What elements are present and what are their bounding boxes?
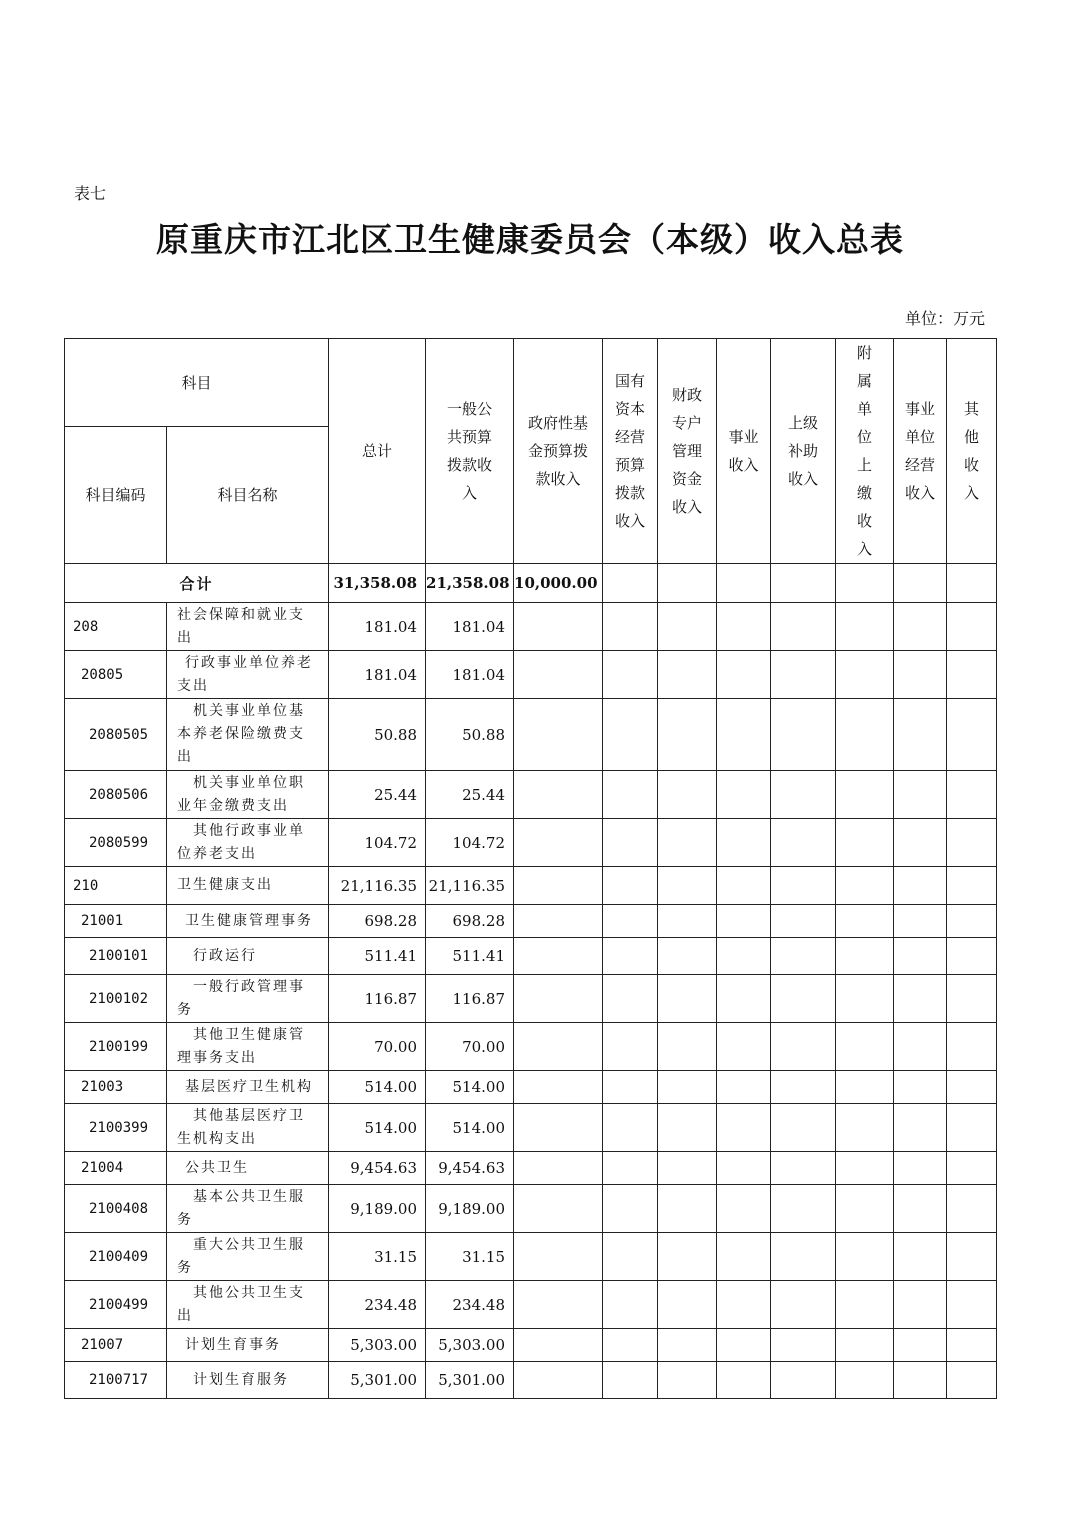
empty-cell [514, 699, 603, 771]
empty-cell [514, 1281, 603, 1329]
empty-cell [947, 975, 997, 1023]
empty-cell [836, 1185, 894, 1233]
subject-name: 行政事业单位养老支出 [167, 651, 329, 699]
empty-cell [771, 1233, 836, 1281]
subject-name: 卫生健康管理事务 [167, 905, 329, 938]
empty-cell [658, 699, 717, 771]
empty-cell [947, 1023, 997, 1071]
subject-name: 机关事业单位职业年金缴费支出 [167, 771, 329, 819]
empty-cell [658, 1071, 717, 1104]
empty-cell [603, 1185, 658, 1233]
empty-cell [836, 975, 894, 1023]
empty-cell [514, 938, 603, 975]
empty-cell [947, 1362, 997, 1399]
subject-code: 21004 [65, 1152, 167, 1185]
empty-cell [514, 1362, 603, 1399]
empty-cell [658, 1152, 717, 1185]
table-row [65, 651, 997, 699]
row-general-budget: 70.00 [426, 1023, 514, 1071]
empty-cell [658, 1281, 717, 1329]
empty-cell [514, 975, 603, 1023]
empty-cell [771, 819, 836, 867]
empty-cell [603, 651, 658, 699]
table-label: 表七 [74, 184, 107, 203]
empty-cell [717, 938, 771, 975]
subject-code: 2100499 [65, 1281, 167, 1329]
empty-cell [836, 651, 894, 699]
empty-cell [836, 867, 894, 905]
empty-cell [658, 867, 717, 905]
empty-cell [771, 1281, 836, 1329]
empty-cell [947, 1233, 997, 1281]
row-total: 70.00 [329, 1023, 426, 1071]
table-row [65, 975, 997, 1023]
subject-code: 2100409 [65, 1233, 167, 1281]
empty-cell [603, 699, 658, 771]
empty-cell [658, 938, 717, 975]
table-row [65, 699, 997, 771]
empty-cell [771, 867, 836, 905]
empty-cell [947, 819, 997, 867]
empty-cell [947, 1185, 997, 1233]
empty-cell [894, 1152, 947, 1185]
subject-name: 机关事业单位基本养老保险缴费支出 [167, 699, 329, 771]
row-general-budget: 181.04 [426, 603, 514, 651]
total-gov-fund: 10,000.00 [514, 564, 603, 603]
empty-cell [947, 938, 997, 975]
subject-name: 其他卫生健康管理事务支出 [167, 1023, 329, 1071]
header-subject: 科目 [65, 339, 329, 427]
empty-cell [771, 1185, 836, 1233]
empty-cell [658, 771, 717, 819]
empty-cell [603, 564, 658, 603]
empty-cell [717, 1071, 771, 1104]
empty-cell [658, 1362, 717, 1399]
row-total: 511.41 [329, 938, 426, 975]
empty-cell [658, 819, 717, 867]
table-row [65, 867, 997, 905]
row-total: 31.15 [329, 1233, 426, 1281]
empty-cell [894, 771, 947, 819]
table-row [65, 1329, 997, 1362]
row-total: 514.00 [329, 1071, 426, 1104]
empty-cell [771, 975, 836, 1023]
empty-cell [836, 1281, 894, 1329]
empty-cell [658, 1329, 717, 1362]
empty-cell [894, 1023, 947, 1071]
header-subject-name: 科目名称 [167, 427, 329, 564]
empty-cell [658, 1104, 717, 1152]
header-special-fund: 财政专户管理资金收入 [658, 339, 717, 564]
row-total: 181.04 [329, 603, 426, 651]
row-total: 116.87 [329, 975, 426, 1023]
empty-cell [836, 1362, 894, 1399]
row-total: 50.88 [329, 699, 426, 771]
table-row [65, 771, 997, 819]
header-subject-code: 科目编码 [65, 427, 167, 564]
empty-cell [947, 1329, 997, 1362]
total-sum: 31,358.08 [329, 564, 426, 603]
row-total: 25.44 [329, 771, 426, 819]
empty-cell [717, 1362, 771, 1399]
empty-cell [658, 564, 717, 603]
empty-cell [836, 564, 894, 603]
empty-cell [514, 603, 603, 651]
table-row [65, 1281, 997, 1329]
subject-name: 计划生育服务 [167, 1362, 329, 1399]
empty-cell [836, 1152, 894, 1185]
header-affiliate-remit: 附属单位上缴收入 [836, 339, 894, 564]
empty-cell [771, 1329, 836, 1362]
unit-label: 单位：万元 [904, 309, 985, 328]
row-general-budget: 116.87 [426, 975, 514, 1023]
empty-cell [514, 905, 603, 938]
empty-cell [603, 819, 658, 867]
empty-cell [603, 975, 658, 1023]
empty-cell [771, 603, 836, 651]
subject-name: 其他行政事业单位养老支出 [167, 819, 329, 867]
row-total: 9,454.63 [329, 1152, 426, 1185]
page-title: 原重庆市江北区卫生健康委员会（本级）收入总表 [156, 220, 904, 259]
subject-code: 20805 [65, 651, 167, 699]
empty-cell [947, 651, 997, 699]
empty-cell [947, 771, 997, 819]
header-total: 总计 [329, 339, 426, 564]
empty-cell [836, 1104, 894, 1152]
row-general-budget: 234.48 [426, 1281, 514, 1329]
empty-cell [717, 603, 771, 651]
subject-name: 计划生育事务 [167, 1329, 329, 1362]
empty-cell [658, 651, 717, 699]
table-row [65, 1104, 997, 1152]
empty-cell [514, 1329, 603, 1362]
empty-cell [603, 1362, 658, 1399]
empty-cell [836, 938, 894, 975]
row-general-budget: 181.04 [426, 651, 514, 699]
empty-cell [514, 819, 603, 867]
empty-cell [717, 1152, 771, 1185]
empty-cell [947, 699, 997, 771]
row-general-budget: 104.72 [426, 819, 514, 867]
row-general-budget: 21,116.35 [426, 867, 514, 905]
subject-name: 社会保障和就业支出 [167, 603, 329, 651]
row-general-budget: 698.28 [426, 905, 514, 938]
empty-cell [771, 1152, 836, 1185]
empty-cell [894, 1185, 947, 1233]
empty-cell [771, 699, 836, 771]
subject-code: 21007 [65, 1329, 167, 1362]
empty-cell [717, 1281, 771, 1329]
header-state-capital: 国有资本经营预算拨款收入 [603, 339, 658, 564]
subject-name: 重大公共卫生服务 [167, 1233, 329, 1281]
subject-code: 208 [65, 603, 167, 651]
empty-cell [717, 1185, 771, 1233]
empty-cell [603, 603, 658, 651]
subject-code: 2080505 [65, 699, 167, 771]
header-gov-fund: 政府性基金预算拨款收入 [514, 339, 603, 564]
empty-cell [836, 771, 894, 819]
empty-cell [771, 1023, 836, 1071]
empty-cell [717, 1233, 771, 1281]
row-total: 21,116.35 [329, 867, 426, 905]
empty-cell [836, 1023, 894, 1071]
subject-code: 2100199 [65, 1023, 167, 1071]
empty-cell [514, 771, 603, 819]
empty-cell [894, 975, 947, 1023]
empty-cell [771, 1362, 836, 1399]
header-other-income: 其他收入 [947, 339, 997, 564]
subject-code: 2100101 [65, 938, 167, 975]
subject-name: 行政运行 [167, 938, 329, 975]
empty-cell [658, 603, 717, 651]
empty-cell [514, 1071, 603, 1104]
empty-cell [894, 819, 947, 867]
row-total: 5,301.00 [329, 1362, 426, 1399]
empty-cell [947, 1152, 997, 1185]
subject-name: 公共卫生 [167, 1152, 329, 1185]
empty-cell [894, 699, 947, 771]
subject-code: 2100102 [65, 975, 167, 1023]
subject-code: 21001 [65, 905, 167, 938]
row-general-budget: 514.00 [426, 1104, 514, 1152]
empty-cell [947, 905, 997, 938]
table-row [65, 905, 997, 938]
empty-cell [514, 1104, 603, 1152]
empty-cell [771, 938, 836, 975]
empty-cell [717, 905, 771, 938]
empty-cell [836, 819, 894, 867]
subject-code: 2100399 [65, 1104, 167, 1152]
subject-name: 其他基层医疗卫生机构支出 [167, 1104, 329, 1152]
empty-cell [894, 603, 947, 651]
empty-cell [658, 975, 717, 1023]
empty-cell [947, 564, 997, 603]
table-row [65, 938, 997, 975]
table-row [65, 819, 997, 867]
empty-cell [771, 905, 836, 938]
row-general-budget: 5,301.00 [426, 1362, 514, 1399]
empty-cell [947, 867, 997, 905]
row-total: 698.28 [329, 905, 426, 938]
empty-cell [836, 1071, 894, 1104]
row-general-budget: 31.15 [426, 1233, 514, 1281]
empty-cell [836, 699, 894, 771]
empty-cell [717, 1329, 771, 1362]
empty-cell [603, 938, 658, 975]
row-total: 5,303.00 [329, 1329, 426, 1362]
empty-cell [603, 1281, 658, 1329]
empty-cell [771, 564, 836, 603]
subject-name: 一般行政管理事务 [167, 975, 329, 1023]
subject-code: 21003 [65, 1071, 167, 1104]
empty-cell [603, 1023, 658, 1071]
total-row [65, 564, 997, 603]
empty-cell [717, 699, 771, 771]
row-general-budget: 25.44 [426, 771, 514, 819]
empty-cell [894, 651, 947, 699]
empty-cell [658, 1233, 717, 1281]
empty-cell [894, 564, 947, 603]
empty-cell [658, 1185, 717, 1233]
empty-cell [717, 771, 771, 819]
row-total: 181.04 [329, 651, 426, 699]
header-business-income: 事业收入 [717, 339, 771, 564]
total-label: 合计 [65, 564, 329, 603]
row-general-budget: 514.00 [426, 1071, 514, 1104]
row-total: 514.00 [329, 1104, 426, 1152]
empty-cell [894, 1233, 947, 1281]
empty-cell [894, 1104, 947, 1152]
empty-cell [771, 1071, 836, 1104]
empty-cell [514, 867, 603, 905]
empty-cell [717, 867, 771, 905]
empty-cell [894, 867, 947, 905]
empty-cell [717, 819, 771, 867]
table-row [65, 1152, 997, 1185]
empty-cell [836, 1329, 894, 1362]
table-row [65, 1185, 997, 1233]
header-general-budget: 一般公共预算拨款收入 [426, 339, 514, 564]
empty-cell [894, 938, 947, 975]
subject-name: 基层医疗卫生机构 [167, 1071, 329, 1104]
empty-cell [603, 867, 658, 905]
empty-cell [603, 1152, 658, 1185]
empty-cell [836, 603, 894, 651]
empty-cell [894, 1281, 947, 1329]
table-row [65, 603, 997, 651]
empty-cell [603, 771, 658, 819]
empty-cell [947, 1281, 997, 1329]
empty-cell [947, 603, 997, 651]
empty-cell [514, 1152, 603, 1185]
row-general-budget: 9,454.63 [426, 1152, 514, 1185]
subject-name: 基本公共卫生服务 [167, 1185, 329, 1233]
row-general-budget: 511.41 [426, 938, 514, 975]
subject-code: 2080506 [65, 771, 167, 819]
row-general-budget: 50.88 [426, 699, 514, 771]
empty-cell [514, 651, 603, 699]
empty-cell [603, 1104, 658, 1152]
header-business-operation: 事业单位经营收入 [894, 339, 947, 564]
empty-cell [717, 651, 771, 699]
subject-code: 210 [65, 867, 167, 905]
row-total: 234.48 [329, 1281, 426, 1329]
row-total: 104.72 [329, 819, 426, 867]
empty-cell [514, 1023, 603, 1071]
subject-code: 2100717 [65, 1362, 167, 1399]
header-superior-subsidy: 上级补助收入 [771, 339, 836, 564]
empty-cell [894, 1071, 947, 1104]
subject-name: 其他公共卫生支出 [167, 1281, 329, 1329]
subject-name: 卫生健康支出 [167, 867, 329, 905]
empty-cell [947, 1071, 997, 1104]
table-row [65, 1071, 997, 1104]
empty-cell [514, 1233, 603, 1281]
empty-cell [894, 1329, 947, 1362]
empty-cell [894, 905, 947, 938]
row-total: 9,189.00 [329, 1185, 426, 1233]
table-row [65, 1362, 997, 1399]
empty-cell [514, 1185, 603, 1233]
empty-cell [947, 1104, 997, 1152]
empty-cell [894, 1362, 947, 1399]
empty-cell [603, 1071, 658, 1104]
empty-cell [771, 651, 836, 699]
subject-code: 2100408 [65, 1185, 167, 1233]
empty-cell [771, 1104, 836, 1152]
empty-cell [658, 1023, 717, 1071]
income-summary-table [64, 338, 997, 1399]
empty-cell [836, 905, 894, 938]
empty-cell [717, 975, 771, 1023]
empty-cell [603, 905, 658, 938]
empty-cell [603, 1329, 658, 1362]
row-general-budget: 5,303.00 [426, 1329, 514, 1362]
empty-cell [603, 1233, 658, 1281]
empty-cell [771, 771, 836, 819]
empty-cell [717, 1023, 771, 1071]
table-row [65, 1023, 997, 1071]
table-row [65, 1233, 997, 1281]
empty-cell [658, 905, 717, 938]
subject-code: 2080599 [65, 819, 167, 867]
empty-cell [836, 1233, 894, 1281]
empty-cell [717, 564, 771, 603]
row-general-budget: 9,189.00 [426, 1185, 514, 1233]
empty-cell [717, 1104, 771, 1152]
total-general-budget: 21,358.08 [426, 564, 514, 603]
